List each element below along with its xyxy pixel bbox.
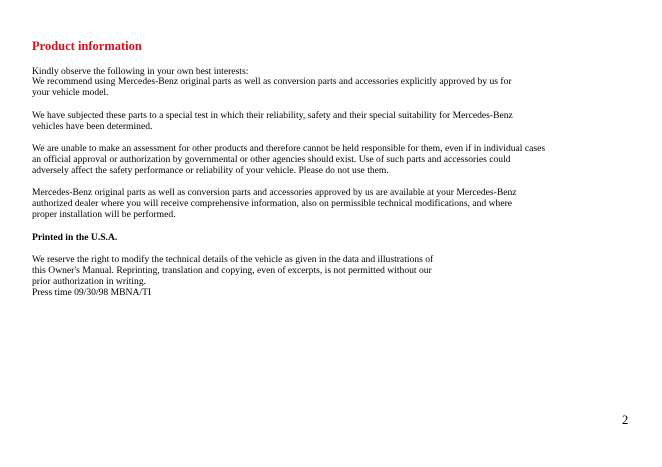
page-heading: Product information [32,39,142,53]
paragraph-1-line-1: Kindly observe the following in your own best interests: [32,66,249,77]
page-number: 2 [622,413,629,427]
paragraph-3-line-3: adversely affect the safety performance or reliability of your vehicle. Please do not use them. [32,165,389,176]
paragraph-2-line-2: vehicles have been determined. [32,121,153,132]
printed-in-label: Printed in the U.S.A. [32,232,118,243]
paragraph-4-line-3: proper installation will be performed. [32,209,176,220]
press-time-line: Press time 09/30/98 MBNA/TI [32,287,152,298]
reserve-line-1: We reserve the right to modify the technical details of the vehicle as given in the data and illustrations of [32,254,434,265]
paragraph-3-line-1: We are unable to make an assessment for other products and therefore cannot be held responsible for them, even if in individual cases [32,143,546,154]
paragraph-3-line-2: an official approval or authorization by governmental or other agencies should exist. Use of such parts and accessories could [32,154,511,165]
reserve-line-2: this Owner's Manual. Reprinting, translation and copying, even of excerpts, is not permitted without our [32,265,432,276]
paragraph-1-line-3: your vehicle model. [32,87,109,98]
paragraph-1-line-2: We recommend using Mercedes-Benz original parts as well as conversion parts and accessories explicitly approved by us for [32,76,512,87]
reserve-line-3: prior authorization in writing. [32,276,147,287]
paragraph-2-line-1: We have subjected these parts to a special test in which their reliability, safety and their special suitability for Mercedes-Benz [32,110,513,121]
paragraph-4-line-2: authorized dealer where you will receive comprehensive information, also on permissible technical modifications, and where [32,198,513,209]
paragraph-4-line-1: Mercedes-Benz original parts as well as conversion parts and accessories approved by us are available at your Mercedes-Benz [32,187,517,198]
